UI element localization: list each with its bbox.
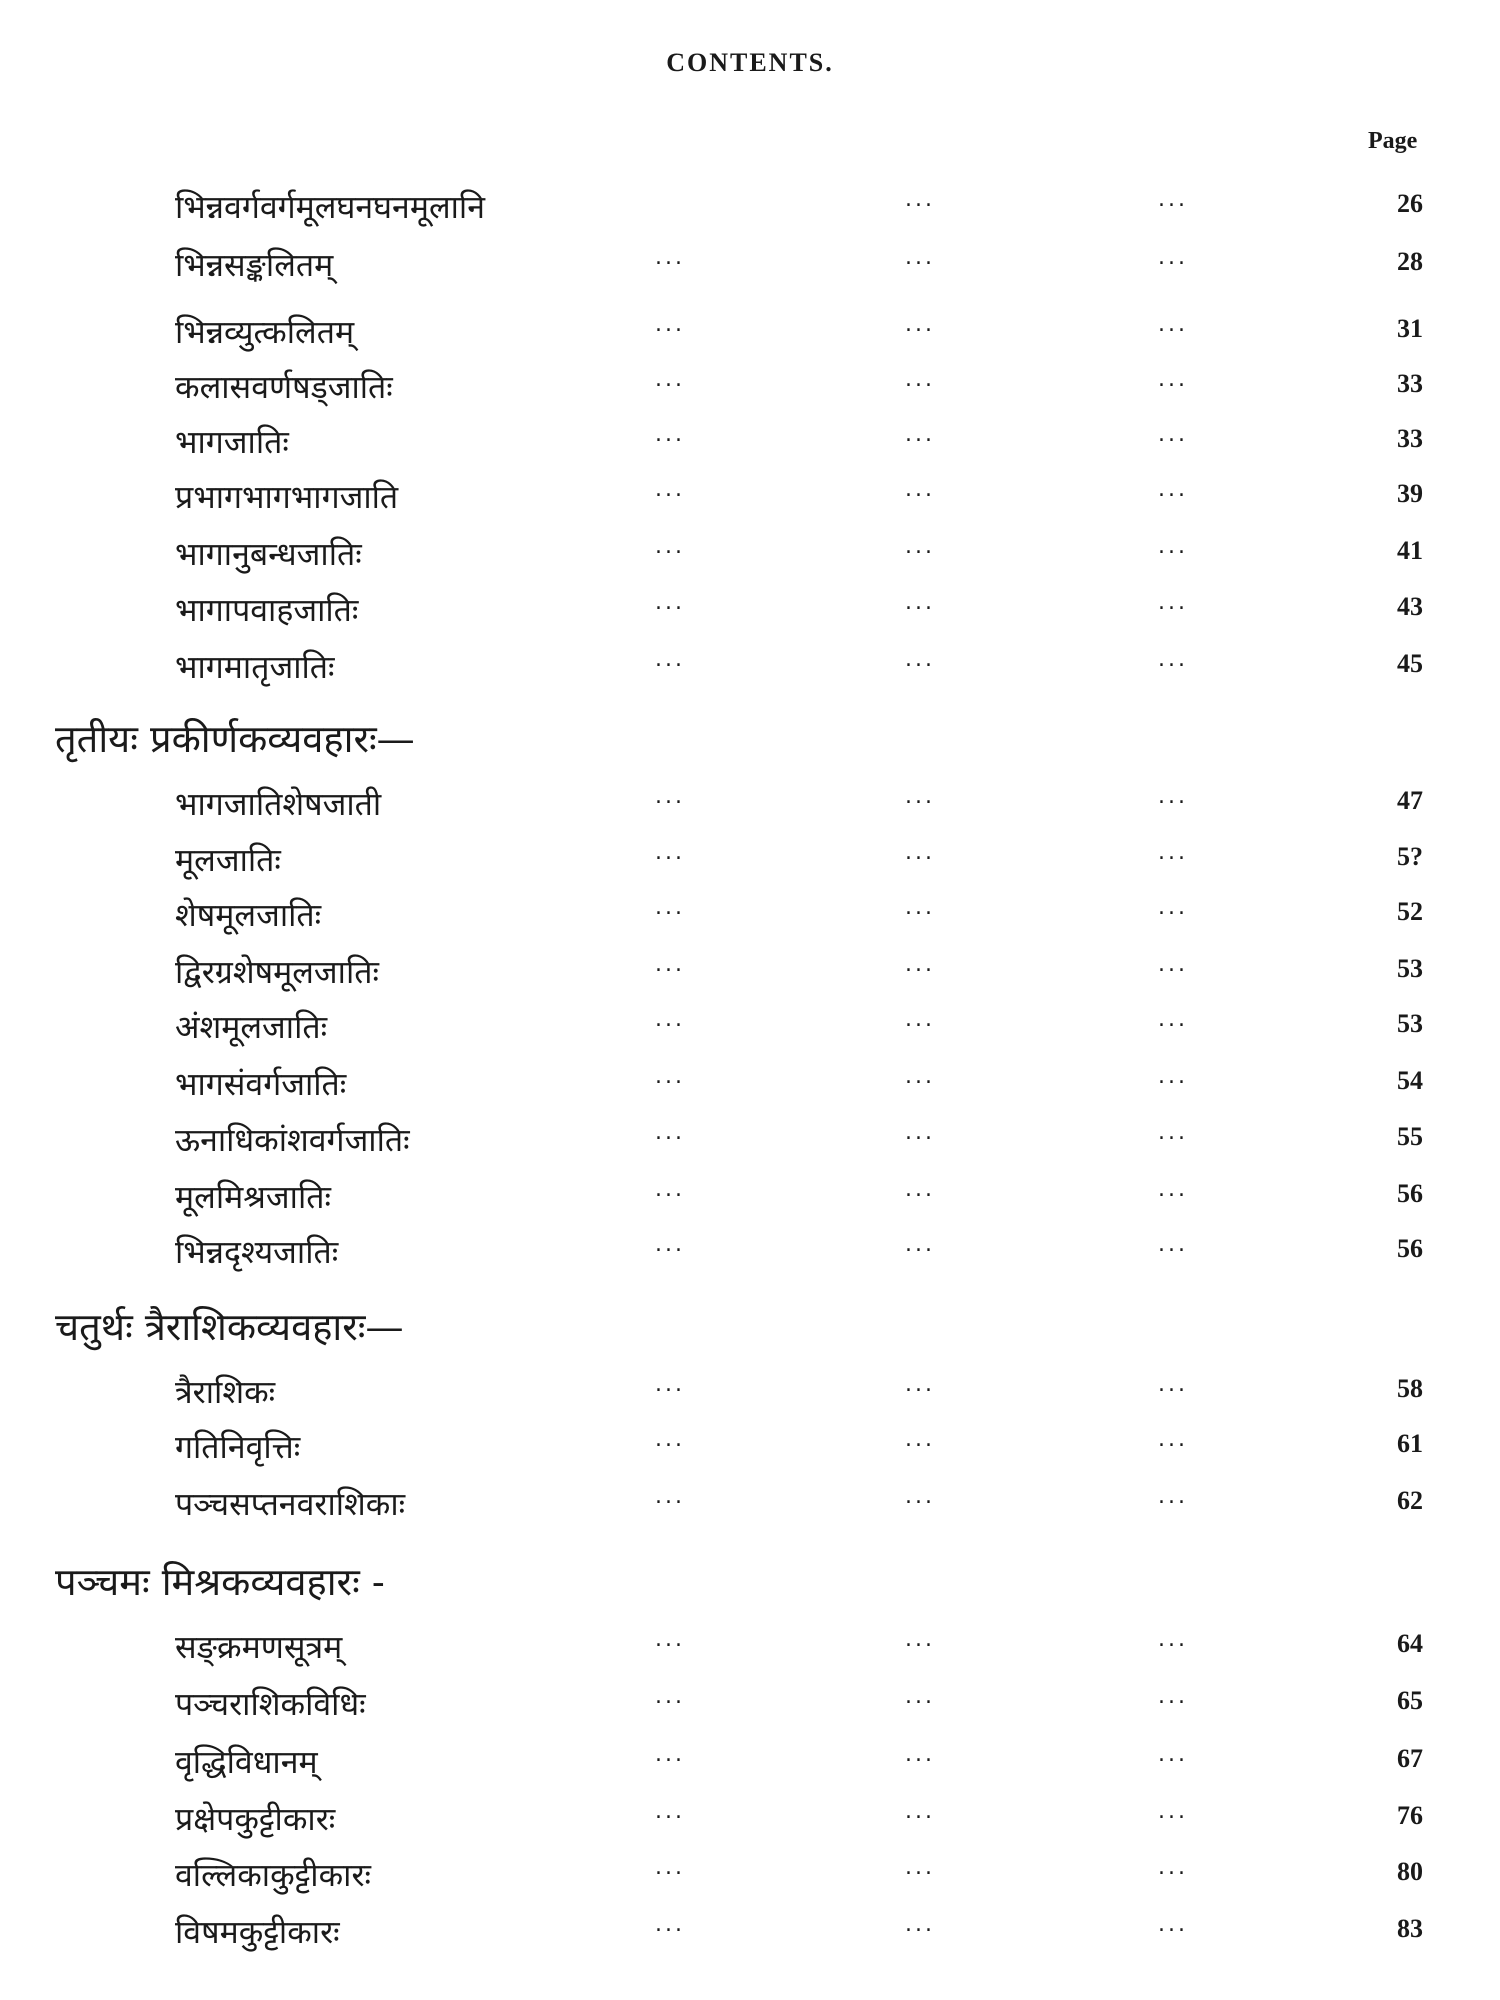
entry-page-number: 64: [1397, 1629, 1423, 1658]
leader-dots: ...: [1158, 1232, 1188, 1257]
leader-dots: ...: [1158, 477, 1188, 502]
leader-dots: ...: [655, 895, 685, 920]
entry-page-number: 47: [1397, 786, 1423, 815]
leader-dots: ...: [655, 1684, 685, 1709]
toc-entry: [0, 838, 1500, 882]
entry-page-number: 33: [1397, 369, 1423, 398]
entry-title: भिन्नवर्गवर्गमूलघनघनमूलानि: [175, 188, 485, 226]
leader-dots: ...: [905, 1177, 935, 1202]
toc-entry: [0, 185, 1500, 229]
entry-page-number: 80: [1397, 1857, 1423, 1886]
entry-title: भागानुबन्धजातिः: [175, 535, 362, 573]
toc-entry: [0, 1370, 1500, 1414]
entry-page-number: 52: [1397, 897, 1423, 926]
leader-dots: ...: [905, 1684, 935, 1709]
entry-page-number: 62: [1397, 1486, 1423, 1515]
leader-dots: ...: [1158, 1627, 1188, 1652]
entry-page-number: 55: [1397, 1122, 1423, 1151]
leader-dots: ...: [655, 1177, 685, 1202]
entry-title: कलासवर्णषड्जातिः: [175, 368, 393, 406]
toc-entry: [0, 1482, 1500, 1526]
toc-entry: [0, 1797, 1500, 1841]
entry-title: विषमकुट्टीकारः: [175, 1913, 340, 1951]
leader-dots: ...: [1158, 647, 1188, 672]
leader-dots: ...: [655, 312, 685, 337]
leader-dots: ...: [655, 1232, 685, 1257]
entry-page-number: 45: [1397, 649, 1423, 678]
toc-entry: [0, 1118, 1500, 1162]
entry-page-number: 83: [1397, 1914, 1423, 1943]
entry-page-number: 54: [1397, 1066, 1423, 1095]
leader-dots: ...: [1158, 534, 1188, 559]
leader-dots: ...: [1158, 1372, 1188, 1397]
entry-page-number: 76: [1397, 1801, 1423, 1830]
entry-title: वल्लिकाकुट्टीकारः: [175, 1856, 372, 1894]
entry-title: अंशमूलजातिः: [175, 1008, 328, 1046]
entry-title: त्रैराशिकः: [175, 1373, 276, 1411]
toc-entry: [0, 420, 1500, 464]
leader-dots: ...: [1158, 1684, 1188, 1709]
leader-dots: ...: [1158, 1742, 1188, 1767]
section-heading: तृतीयः प्रकीर्णकव्यवहारः—: [55, 717, 415, 761]
entry-page-number: 43: [1397, 592, 1423, 621]
toc-entry: [0, 475, 1500, 519]
leader-dots: ...: [1158, 1064, 1188, 1089]
toc-entry: [0, 1062, 1500, 1106]
leader-dots: ...: [905, 784, 935, 809]
leader-dots: ...: [905, 1120, 935, 1145]
leader-dots: ...: [905, 187, 935, 212]
leader-dots: ...: [655, 1427, 685, 1452]
page-title: CONTENTS.: [666, 48, 834, 77]
entry-page-number: 33: [1397, 424, 1423, 453]
section-heading: पञ्चमः मिश्रकव्यवहारः -: [55, 1560, 385, 1604]
leader-dots: ...: [1158, 1177, 1188, 1202]
entry-page-number: 56: [1397, 1234, 1423, 1263]
toc-entry: [0, 782, 1500, 826]
toc-entry: [0, 1853, 1500, 1897]
leader-dots: ...: [905, 1627, 935, 1652]
leader-dots: ...: [1158, 895, 1188, 920]
toc-entry: [0, 588, 1500, 632]
entry-title: प्रक्षेपकुट्टीकारः: [175, 1800, 336, 1838]
entry-page-number: 28: [1397, 247, 1423, 276]
leader-dots: ...: [655, 1912, 685, 1937]
leader-dots: ...: [655, 477, 685, 502]
entry-title: गतिनिवृत्तिः: [175, 1428, 301, 1466]
entry-page-number: 67: [1397, 1744, 1423, 1773]
toc-entry: [0, 1005, 1500, 1049]
leader-dots: ...: [1158, 952, 1188, 977]
leader-dots: ...: [1158, 1855, 1188, 1880]
toc-entry: [0, 310, 1500, 354]
entry-page-number: 56: [1397, 1179, 1423, 1208]
leader-dots: ...: [655, 647, 685, 672]
leader-dots: ...: [905, 1484, 935, 1509]
leader-dots: ...: [905, 422, 935, 447]
toc-entry: [0, 645, 1500, 689]
leader-dots: ...: [1158, 1007, 1188, 1032]
toc-entry: [0, 1175, 1500, 1219]
leader-dots: ...: [1158, 422, 1188, 447]
leader-dots: ...: [905, 895, 935, 920]
leader-dots: ...: [905, 477, 935, 502]
page-column-heading: Page: [1368, 128, 1418, 154]
leader-dots: ...: [905, 1855, 935, 1880]
leader-dots: ...: [655, 1742, 685, 1767]
entry-page-number: 39: [1397, 479, 1423, 508]
entry-title: द्विरग्रशेषमूलजातिः: [175, 953, 379, 991]
entry-title: भागजातिशेषजाती: [175, 785, 382, 823]
leader-dots: ...: [1158, 187, 1188, 212]
leader-dots: ...: [655, 1627, 685, 1652]
toc-entry: [0, 950, 1500, 994]
leader-dots: ...: [655, 840, 685, 865]
entry-title: भागसंवर्गजातिः: [175, 1065, 347, 1103]
leader-dots: ...: [655, 422, 685, 447]
section-heading: चतुर्थः त्रैराशिकव्यवहारः—: [55, 1305, 404, 1349]
entry-title: पञ्चराशिकविधिः: [175, 1685, 366, 1723]
leader-dots: ...: [655, 367, 685, 392]
entry-title: भिन्नव्युत्कलितम्: [175, 313, 355, 351]
entry-title: ऊनाधिकांशवर्गजातिः: [175, 1121, 410, 1159]
leader-dots: ...: [905, 1742, 935, 1767]
entry-page-number: 26: [1397, 189, 1423, 218]
leader-dots: ...: [655, 245, 685, 270]
leader-dots: ...: [1158, 1912, 1188, 1937]
leader-dots: ...: [905, 367, 935, 392]
entry-title: वृद्धिविधानम्: [175, 1743, 318, 1781]
leader-dots: ...: [655, 1372, 685, 1397]
toc-entry: [0, 532, 1500, 576]
entry-title: मूलमिश्रजातिः: [175, 1178, 331, 1216]
entry-page-number: 58: [1397, 1374, 1423, 1403]
leader-dots: ...: [1158, 245, 1188, 270]
toc-entry: [0, 1625, 1500, 1669]
entry-title: मूलजातिः: [175, 841, 281, 879]
entry-page-number: 53: [1397, 1009, 1423, 1038]
leader-dots: ...: [905, 1007, 935, 1032]
leader-dots: ...: [905, 312, 935, 337]
leader-dots: ...: [1158, 1120, 1188, 1145]
toc-entry: [0, 1230, 1500, 1274]
entry-page-number: 53: [1397, 954, 1423, 983]
toc-entry: [0, 893, 1500, 937]
entry-title: भिन्नसङ्कलितम्: [175, 246, 334, 284]
entry-page-number: 5?: [1397, 842, 1423, 871]
leader-dots: ...: [1158, 784, 1188, 809]
leader-dots: ...: [655, 784, 685, 809]
entry-page-number: 61: [1397, 1429, 1423, 1458]
entry-title: भागजातिः: [175, 423, 289, 461]
toc-entry: [0, 1425, 1500, 1469]
leader-dots: ...: [655, 1064, 685, 1089]
entry-title: पञ्चसप्तनवराशिकाः: [175, 1485, 406, 1523]
leader-dots: ...: [1158, 1484, 1188, 1509]
leader-dots: ...: [905, 1372, 935, 1397]
entry-title: शेषमूलजातिः: [175, 896, 322, 934]
toc-entry: [0, 1682, 1500, 1726]
leader-dots: ...: [1158, 312, 1188, 337]
entry-title: भिन्नदृश्यजातिः: [175, 1233, 339, 1271]
leader-dots: ...: [905, 590, 935, 615]
leader-dots: ...: [655, 590, 685, 615]
leader-dots: ...: [655, 952, 685, 977]
leader-dots: ...: [905, 952, 935, 977]
entry-title: भागापवाहजातिः: [175, 591, 359, 629]
leader-dots: ...: [1158, 367, 1188, 392]
leader-dots: ...: [655, 1484, 685, 1509]
entry-page-number: 41: [1397, 536, 1423, 565]
leader-dots: ...: [655, 1799, 685, 1824]
toc-entry: [0, 243, 1500, 287]
leader-dots: ...: [655, 1120, 685, 1145]
leader-dots: ...: [1158, 840, 1188, 865]
entry-title: सङ्क्रमणसूत्रम्: [175, 1628, 343, 1666]
entry-title: प्रभागभागभागजाति: [175, 478, 399, 516]
leader-dots: ...: [905, 1427, 935, 1452]
leader-dots: ...: [655, 1007, 685, 1032]
entry-page-number: 65: [1397, 1686, 1423, 1715]
leader-dots: ...: [905, 1064, 935, 1089]
entry-title: भागमातृजातिः: [175, 648, 335, 686]
leader-dots: ...: [655, 534, 685, 559]
leader-dots: ...: [905, 1912, 935, 1937]
toc-entry: [0, 1740, 1500, 1784]
leader-dots: ...: [905, 1799, 935, 1824]
toc-entry: [0, 1910, 1500, 1954]
leader-dots: ...: [1158, 1799, 1188, 1824]
leader-dots: ...: [1158, 1427, 1188, 1452]
leader-dots: ...: [905, 534, 935, 559]
leader-dots: ...: [655, 1855, 685, 1880]
leader-dots: ...: [905, 840, 935, 865]
leader-dots: ...: [1158, 590, 1188, 615]
leader-dots: ...: [905, 245, 935, 270]
leader-dots: ...: [905, 1232, 935, 1257]
entry-page-number: 31: [1397, 314, 1423, 343]
toc-entry: [0, 365, 1500, 409]
leader-dots: ...: [905, 647, 935, 672]
